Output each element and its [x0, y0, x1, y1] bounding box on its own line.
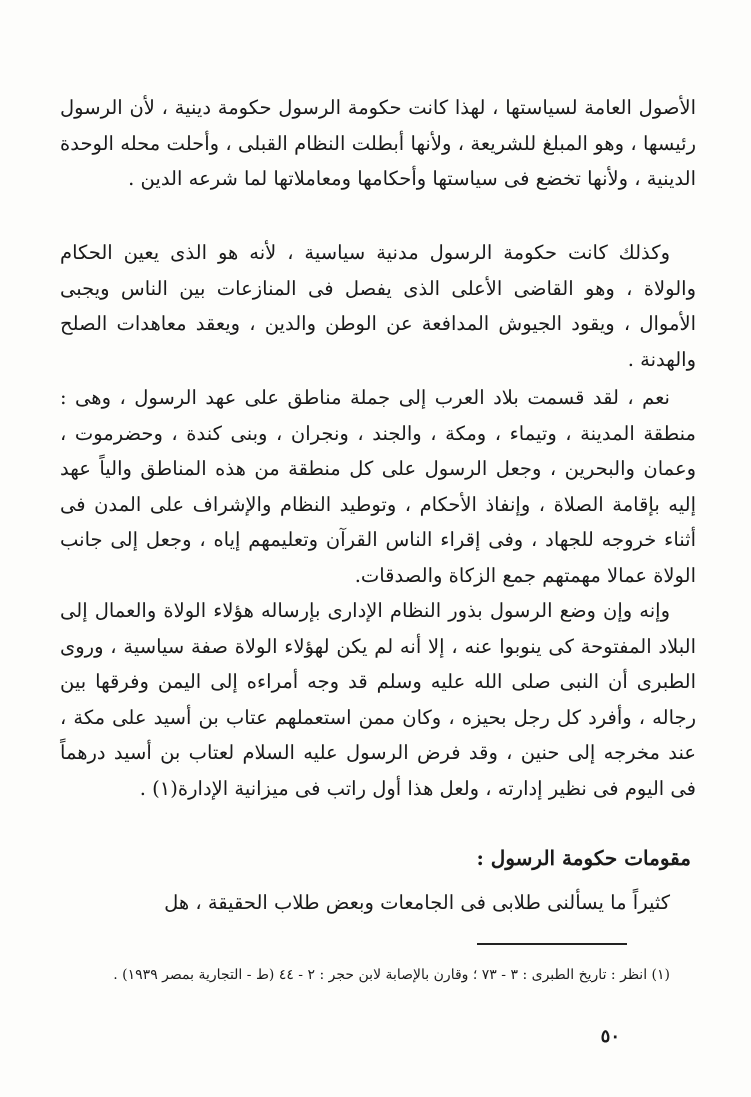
section-heading: مقومات حكومة الرسول :	[476, 846, 691, 870]
paragraph-3	[60, 380, 696, 593]
footnote-text: (١) انظر : تاريخ الطبرى : ٣ - ٧٣ ؛ وقارن بالإصابة لابن حجر : ٢ - ٤٤ (ط - التجارية بمصر ١٩٣٩) .	[113, 967, 670, 983]
paragraph-4-text: وإنه وإن وضع الرسول بذور النظام الإدارى بإرساله هؤلاء الولاة والعمال إلى البلاد المفتوحة كى ينوبوا عنه ، إلا أنه لم يكن لهؤلاء الولاة صفة سياسية ، وروى الطبرى أن النبى صلى الله عليه وسلم قد وجه أمراءه إلى اليمن وفرقها بين رجاله ، وأفرد كل رجل بحيزه ، وكان ممن استعملهم عتاب بن أسيد على مكة ، عند مخرجه إلى حنين ، وقد فرض الرسول عليه السلام لعتاب بن أسيد درهماً فى اليوم فى نظير إدارته ، ولعل هذا أول راتب فى ميزانية الإدارة(١) .	[60, 599, 696, 800]
paragraph-5	[60, 885, 696, 921]
footnote-divider	[477, 943, 627, 945]
paragraph-3-text: نعم ، لقد قسمت بلاد العرب إلى جملة مناطق على عهد الرسول ، وهى : منطقة المدينة ، وتيماء ، ومكة ، والجند ، ونجران ، وبنى كندة ، وحضرموت ، وعمان والبحرين ، وجعل الرسول على كل منطقة من هذه المناطق والياً عهد إليه بإقامة الصلاة ، وإنفاذ الأحكام ، وتوطيد النظام والإشراف على المدن فى أثناء خروجه للجهاد ، وفى إقراء الناس القرآن وتعليمهم إياه ، وجعل إلى جانب الولاة عمالا مهمتهم جمع الزكاة والصدقات.	[60, 386, 696, 587]
paragraph-5-text: كثيراً ما يسألنى طلابى فى الجامعات وبعض طلاب الحقيقة ، هل	[164, 891, 670, 914]
footnote	[60, 962, 696, 988]
paragraph-1-text: الأصول العامة لسياستها ، لهذا كانت حكومة الرسول حكومة دينية ، لأن الرسول رئيسها ، وهو المبلغ للشريعة ، ولأنها أبطلت النظام القبلى ، وأحلت محله الوحدة الدينية ، ولأنها تخضع فى سياستها وأحكامها ومعاملاتها لما شرعه الدين .	[60, 96, 696, 190]
paragraph-2	[60, 235, 696, 377]
paragraph-1	[60, 90, 696, 197]
paragraph-2-text: وكذلك كانت حكومة الرسول مدنية سياسية ، لأنه هو الذى يعين الحكام والولاة ، وهو القاضى الأعلى الذى يفصل فى المنازعات بين الناس ويجبى الأموال ، ويقود الجيوش المدافعة عن الوطن والدين ، ويعقد معاهدات الصلح والهدنة .	[60, 241, 696, 371]
paragraph-4	[60, 593, 696, 806]
page-number: ٥٠	[600, 1026, 620, 1047]
